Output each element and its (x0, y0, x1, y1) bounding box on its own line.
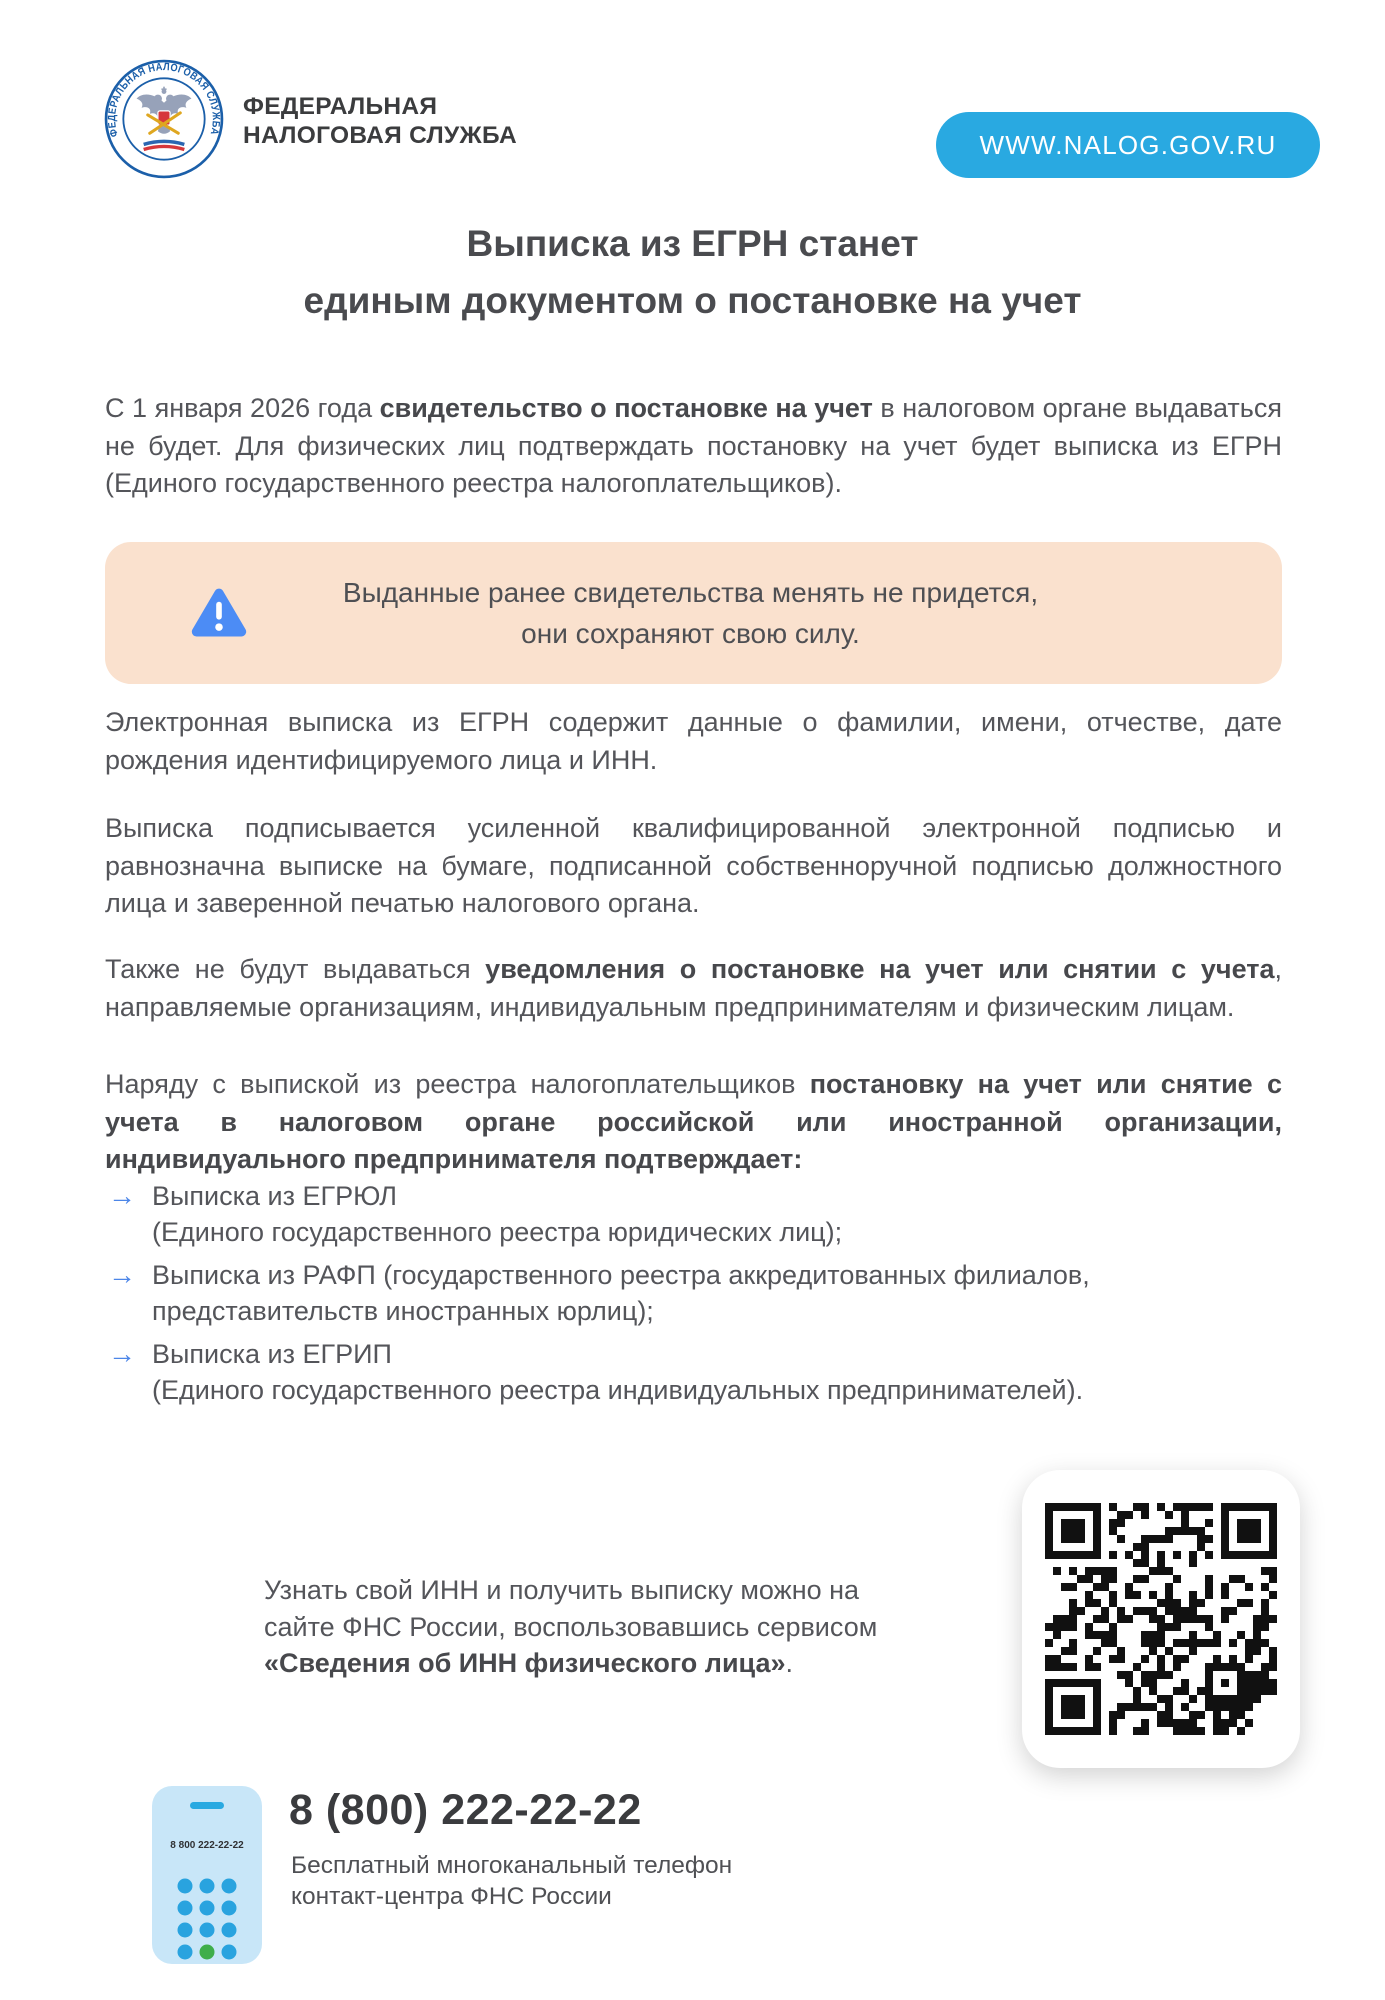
page-title: Выписка из ЕГРН станет единым документом о постановке на учет (303, 223, 1082, 321)
paragraph-signature: Выписка подписывается усиленной квалифицированной электронной подписью и равнозначна выписке на бумаге, подписанной собственноручной подписью должностного лица и заверенной печатью налогового органа. (105, 813, 1282, 918)
phone-icon (152, 1786, 262, 1964)
qr-code (1045, 1503, 1277, 1735)
phone-number: 8 (800) 222-22-22 (289, 1786, 642, 1834)
website-label: WWW.NALOG.GOV.RU (979, 129, 1277, 160)
logo-ring-text: ФЕДЕРАЛЬНАЯ НАЛОГОВАЯ СЛУЖБА (106, 60, 223, 139)
paragraph-notifications: Также не будут выдаваться уведомления о постановке на учет или снятии с учета, направляемые организациям, индивидуальным предпринимателям и физическим лицам. (105, 954, 1282, 1022)
org-name: ФЕДЕРАЛЬНАЯ НАЛОГОВАЯ СЛУЖБА (243, 93, 517, 149)
bullet-item (108, 1178, 1288, 1250)
inn-note: Узнать свой ИНН и получить выписку можно на сайте ФНС России, воспользовавшись сервисом «Сведения об ИНН физического лица». (264, 1575, 878, 1678)
fns-logo-icon (103, 58, 225, 180)
arrow-icon: → (108, 1338, 136, 1369)
paragraph-confirmation-intro: Наряду с выпиской из реестра налогоплательщиков постановку на учет или снятие с учета в налоговом органе российской или иностранной организации, индивидуального предпринимателя подтверждает: (105, 1069, 1282, 1174)
bullet-text: Выписка из РАФП (государственного реестра аккредитованных филиалов, представительств иностранных юрлиц); (152, 1260, 1090, 1326)
intro-paragraph: С 1 января 2026 года свидетельство о постановке на учет в налоговом органе выдаваться не будет. Для физических лиц подтверждать постановку на учет будет выписка из ЕГРН (Единого государственного реестра налогоплательщиков). (105, 393, 1282, 498)
phone-icon-label: 8 800 222-22-22 (170, 1840, 244, 1851)
warning-banner (105, 542, 1282, 684)
paragraph-electronic-extract: Электронная выписка из ЕГРН содержит данные о фамилии, имени, отчестве, дате рождения идентифицируемого лица и ИНН. (105, 707, 1282, 775)
qr-card (1022, 1470, 1300, 1768)
bullet-text: Выписка из ЕГРИП (Единого государственного реестра индивидуальных предпринимателей). (152, 1339, 1084, 1405)
arrow-icon: → (108, 1259, 136, 1290)
phone-description: Бесплатный многоканальный телефон контакт-центра ФНС России (291, 1852, 733, 1910)
bullet-list (108, 1178, 1288, 1415)
bullet-text: Выписка из ЕГРЮЛ (Единого государственного реестра юридических лиц); (152, 1181, 843, 1247)
bullet-item (108, 1336, 1288, 1408)
website-link[interactable] (936, 112, 1320, 178)
phone-speaker-bar (190, 1802, 224, 1809)
bullet-item (108, 1257, 1288, 1329)
warning-text: Выданные ранее свидетельства менять не придется, они сохраняют свою силу. (342, 577, 1039, 649)
phone-keypad-green-dot (200, 1945, 215, 1960)
arrow-icon: → (108, 1180, 136, 1211)
warning-triangle-icon (189, 585, 249, 641)
